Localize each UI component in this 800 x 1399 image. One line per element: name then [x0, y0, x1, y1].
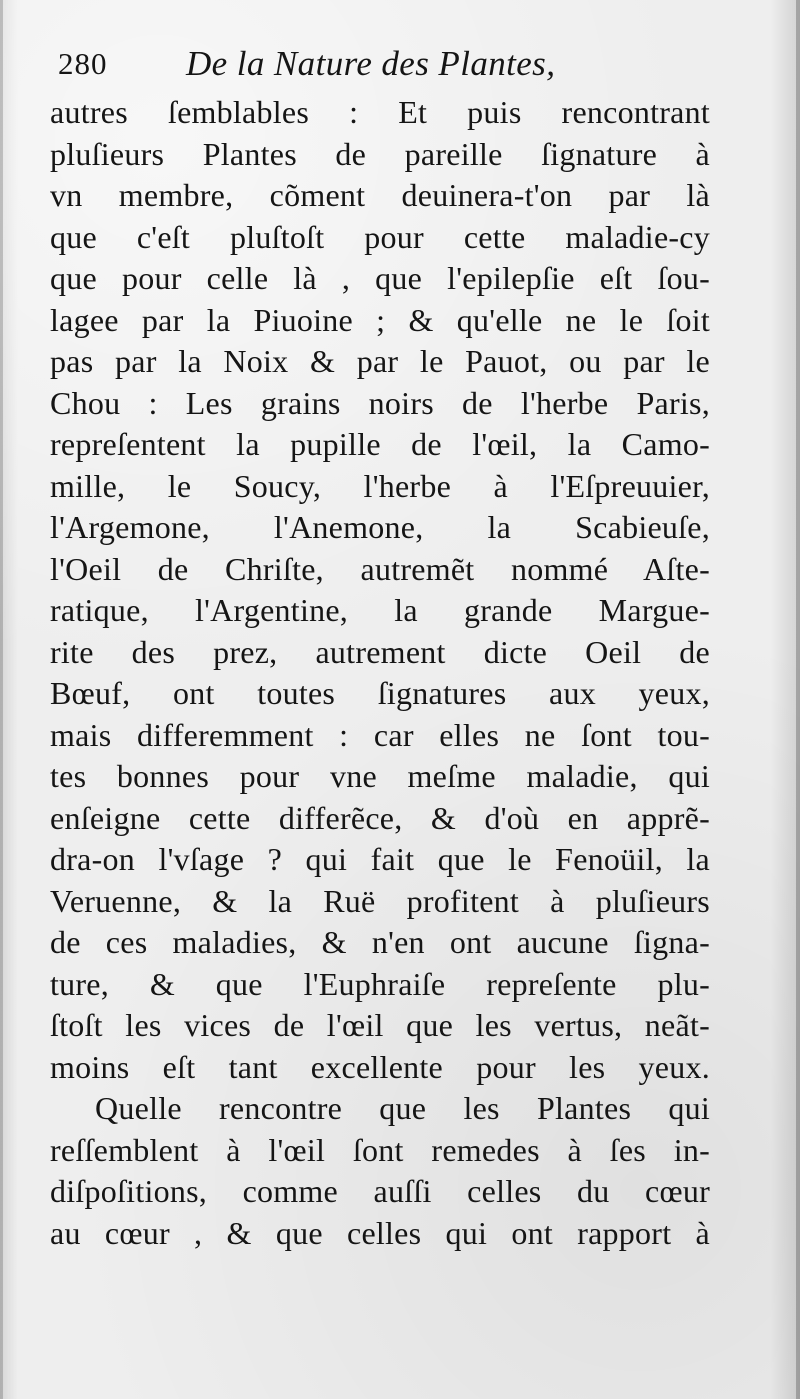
text-line: au cœur , & que celles qui ont rapport à [50, 1214, 710, 1251]
text-line: pas par la Noix & par le Pauot, ou par le [50, 343, 710, 379]
text-line: Bœuf, ont toutes ſignatures aux yeux, [50, 675, 710, 711]
text-line: reſſemblent à l'œil ſont remedes à ſes in- [50, 1131, 710, 1168]
text-line: repreſentent la pupille de l'œil, la Camo- [50, 426, 710, 462]
text-line: autres ſemblables : Et puis rencontrant [50, 94, 710, 130]
text-line: ſtoſt les vices de l'œil que les vertus, neãt- [50, 1007, 710, 1043]
text-line: mais differemment : car elles ne ſont tou- [50, 716, 710, 753]
text-line: tes bonnes pour vne meſme maladie, qui [50, 758, 710, 794]
text-line: dra-on l'vſage ? qui fait que le Fenoüil, la [50, 841, 710, 877]
page-header [58, 44, 758, 92]
text-line: moins eſt tant excellente pour les yeux. [50, 1048, 710, 1085]
text-line: que pour celle là , que l'epilepſie eſt ſou- [50, 260, 710, 296]
text-line: l'Oeil de Chriſte, autremẽt nommé Aſte- [50, 550, 710, 587]
text-line: que c'eſt pluſtoſt pour cette maladie-cy [50, 218, 710, 255]
text-line: rite des prez, autrement dicte Oeil de [50, 633, 710, 670]
body-text [50, 92, 710, 1254]
text-line: diſpoſitions, comme auſſi celles du cœur [50, 1173, 710, 1209]
text-line: vn membre, cõment deuinera-t'on par là [50, 177, 710, 213]
text-line: mille, le Soucy, l'herbe à l'Eſpreuuier, [50, 467, 710, 504]
text-line: Chou : Les grains noirs de l'herbe Paris, [50, 384, 710, 421]
text-line: l'Argemone, l'Anemone, la Scabieuſe, [50, 509, 710, 545]
paragraph-start-line: Quelle rencontre que les Plantes qui [95, 1090, 710, 1126]
page-number: 280 [58, 46, 108, 81]
text-line: pluſieurs Plantes de pareille ſignature à [50, 135, 710, 172]
text-line: enſeigne cette differẽce, & d'où en apprẽ- [50, 799, 710, 836]
text-line: lagee par la Piuoine ; & qu'elle ne le ſoit [50, 301, 710, 338]
text-line: Veruenne, & la Ruë profitent à pluſieurs [50, 882, 710, 919]
text-line: de ces maladies, & n'en ont aucune ſigna- [50, 924, 710, 960]
text-line: ratique, l'Argentine, la grande Margue- [50, 592, 710, 628]
text-line: ture, & que l'Euphraiſe repreſente plu- [50, 965, 710, 1002]
running-title: De la Nature des Plantes, [186, 44, 556, 83]
